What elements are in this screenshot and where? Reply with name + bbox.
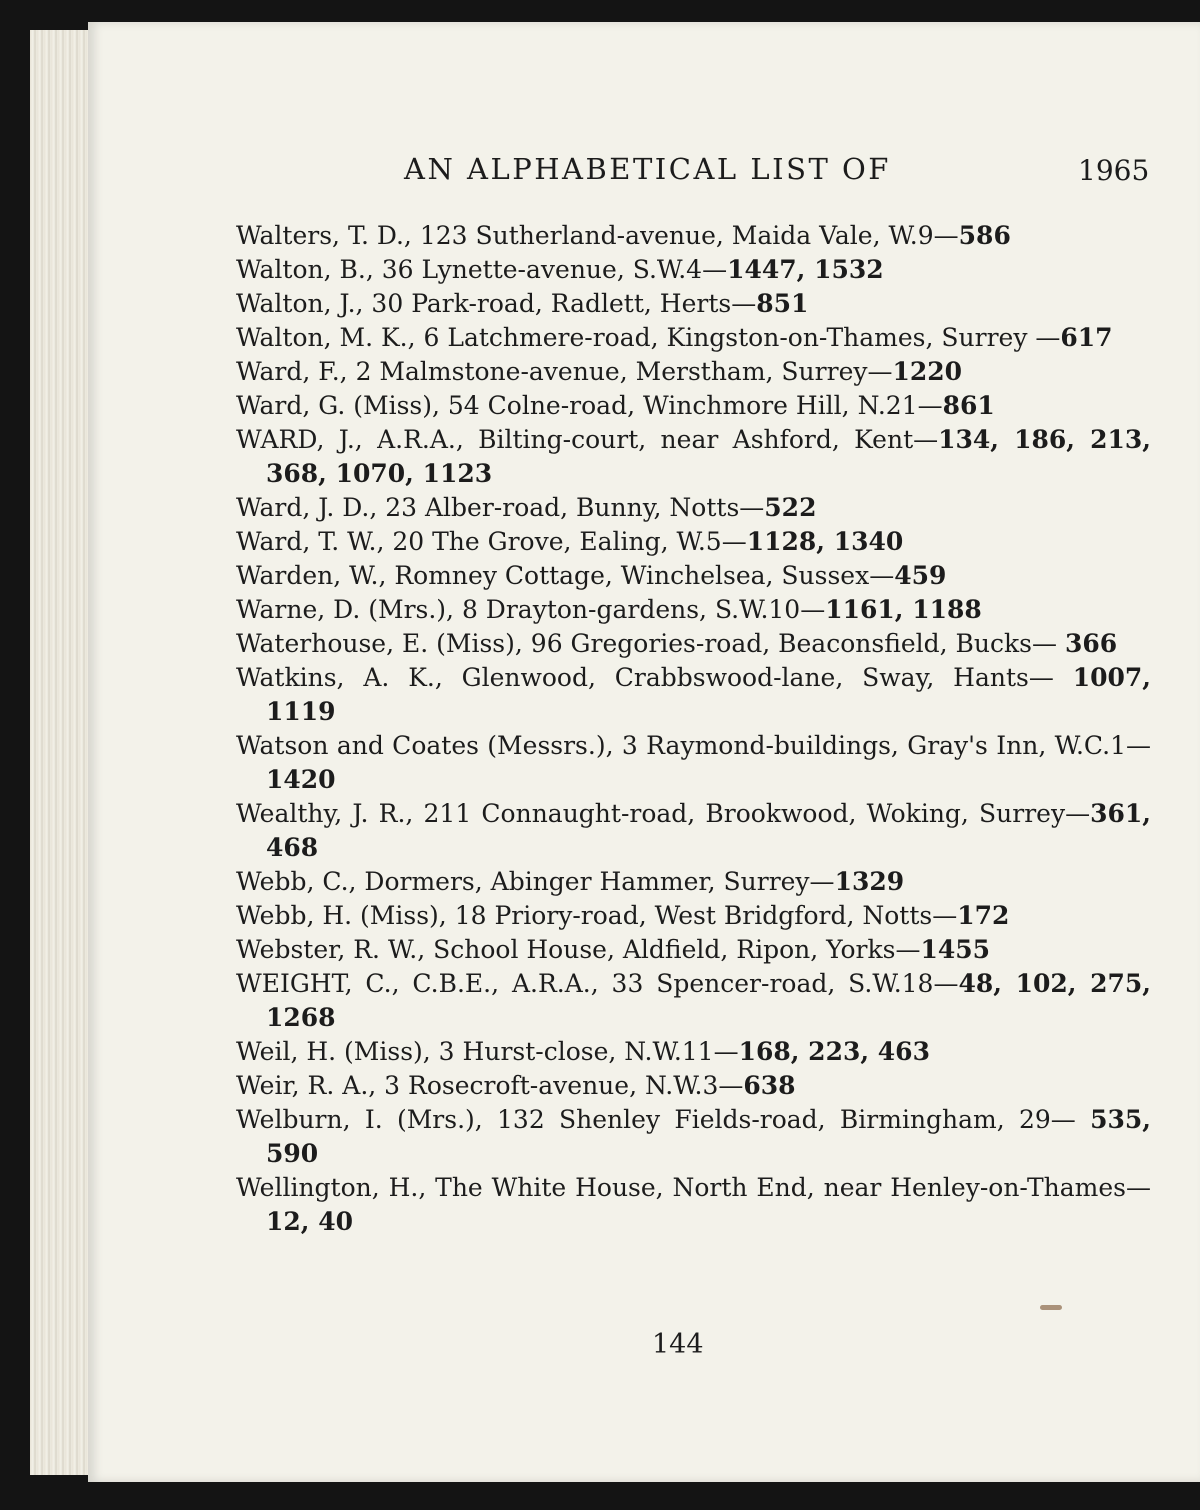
list-item (236, 321, 1151, 355)
entry-text: Walton, J., 30 Park-road, Radlett, Herts— (236, 289, 757, 318)
entry-text: Walters, T. D., 123 Sutherland-avenue, Maida Vale, W.9— (236, 221, 959, 250)
entry-text: Webb, H. (Miss), 18 Priory-road, West Bridgford, Notts— (236, 901, 958, 930)
entry-numbers: 638 (743, 1071, 796, 1100)
list-item (236, 1103, 1151, 1171)
entry-numbers: 851 (756, 289, 809, 318)
page-header (88, 152, 1200, 192)
entry-numbers: 1128, 1340 (746, 527, 904, 556)
list-item (236, 729, 1151, 797)
list-item (236, 253, 1151, 287)
entry-text: Ward, G. (Miss), 54 Colne-road, Winchmore Hill, N.21— (236, 391, 943, 420)
entry-text: Webb, C., Dormers, Abinger Hammer, Surrey— (236, 867, 835, 896)
entry-text: Walton, M. K., 6 Latchmere-road, Kingston-on-Thames, Surrey — (236, 323, 1061, 352)
entry-numbers: 617 (1060, 323, 1113, 352)
entry-numbers: 1329 (834, 867, 905, 896)
entry-numbers: 366 (1064, 629, 1118, 658)
entry-numbers: 1161, 1188 (825, 595, 982, 624)
entry-numbers: 1220 (892, 357, 963, 386)
entry-text: Ward, F., 2 Malmstone-avenue, Merstham, Surrey— (236, 357, 893, 386)
entry-text: Wellington, H., The White House, North End, near Henley-on-Thames— (236, 1173, 1151, 1202)
list-item (236, 899, 1151, 933)
year-number: 1965 (1078, 154, 1150, 187)
entry-numbers: 459 (894, 561, 947, 590)
list-item (236, 661, 1151, 729)
entry-numbers: 535, 590 (266, 1105, 1151, 1168)
entry-numbers: 172 (957, 901, 1010, 930)
entry-numbers: 586 (958, 221, 1011, 250)
entry-numbers: 1447, 1532 (727, 255, 884, 284)
entry-text: Wealthy, J. R., 211 Connaught-road, Brookwood, Woking, Surrey— (236, 799, 1091, 828)
list-item (236, 865, 1151, 899)
entry-list (236, 219, 1151, 1239)
list-item (236, 1171, 1151, 1239)
entry-text: Ward, T. W., 20 The Grove, Ealing, W.5— (236, 527, 747, 556)
entry-numbers: 48, 102, 275, 1268 (266, 969, 1151, 1032)
entry-text: Weir, R. A., 3 Rosecroft-avenue, N.W.3— (236, 1071, 744, 1100)
entry-text: Webster, R. W., School House, Aldfield, Ripon, Yorks— (236, 935, 921, 964)
page-number: 144 (652, 1329, 704, 1360)
entry-numbers: 361, 468 (266, 799, 1151, 862)
entry-text: Watkins, A. K., Glenwood, Crabbswood-lane, Sway, Hants— (236, 663, 1073, 692)
entry-numbers: 134, 186, 213, 368, 1070, 1123 (266, 425, 1151, 488)
list-item (236, 593, 1151, 627)
running-title: AN ALPHABETICAL LIST OF (404, 152, 891, 186)
entry-text: WEIGHT, C., C.B.E., A.R.A., 33 Spencer-road, S.W.18— (236, 969, 959, 998)
list-item (236, 559, 1151, 593)
entry-numbers: 1455 (920, 935, 991, 964)
list-item (236, 933, 1151, 967)
page-edges (30, 30, 90, 1475)
entry-text: WARD, J., A.R.A., Bilting-court, near Ashford, Kent— (236, 425, 939, 454)
list-item (236, 967, 1151, 1035)
entry-text: Watson and Coates (Messrs.), 3 Raymond-buildings, Gray's Inn, W.C.1— (236, 731, 1151, 760)
entry-text: Walton, B., 36 Lynette-avenue, S.W.4— (236, 255, 728, 284)
entry-numbers: 12, 40 (266, 1207, 353, 1236)
list-item (236, 491, 1151, 525)
entry-text: Weil, H. (Miss), 3 Hurst-close, N.W.11— (236, 1037, 739, 1066)
list-item (236, 423, 1151, 491)
list-item (236, 287, 1151, 321)
list-item (236, 219, 1151, 253)
book-page (88, 22, 1200, 1482)
paper-blemish (1040, 1305, 1062, 1310)
entry-numbers: 861 (942, 391, 995, 420)
list-item (236, 1069, 1151, 1103)
list-item (236, 389, 1151, 423)
entry-numbers: 1007, 1119 (266, 663, 1151, 726)
list-item (236, 627, 1151, 661)
entry-numbers: 1420 (266, 765, 336, 794)
entry-text: Warden, W., Romney Cottage, Winchelsea, Sussex— (236, 561, 895, 590)
entry-text: Warne, D. (Mrs.), 8 Drayton-gardens, S.W.10— (236, 595, 826, 624)
list-item (236, 355, 1151, 389)
entry-text: Waterhouse, E. (Miss), 96 Gregories-road, Beaconsfield, Bucks— (236, 629, 1065, 658)
entry-text: Ward, J. D., 23 Alber-road, Bunny, Notts— (236, 493, 765, 522)
list-item (236, 1035, 1151, 1069)
list-item (236, 797, 1151, 865)
list-item (236, 525, 1151, 559)
entry-text: Welburn, I. (Mrs.), 132 Shenley Fields-road, Birmingham, 29— (236, 1105, 1091, 1134)
entry-numbers: 522 (764, 493, 817, 522)
entry-numbers: 168, 223, 463 (738, 1037, 930, 1066)
